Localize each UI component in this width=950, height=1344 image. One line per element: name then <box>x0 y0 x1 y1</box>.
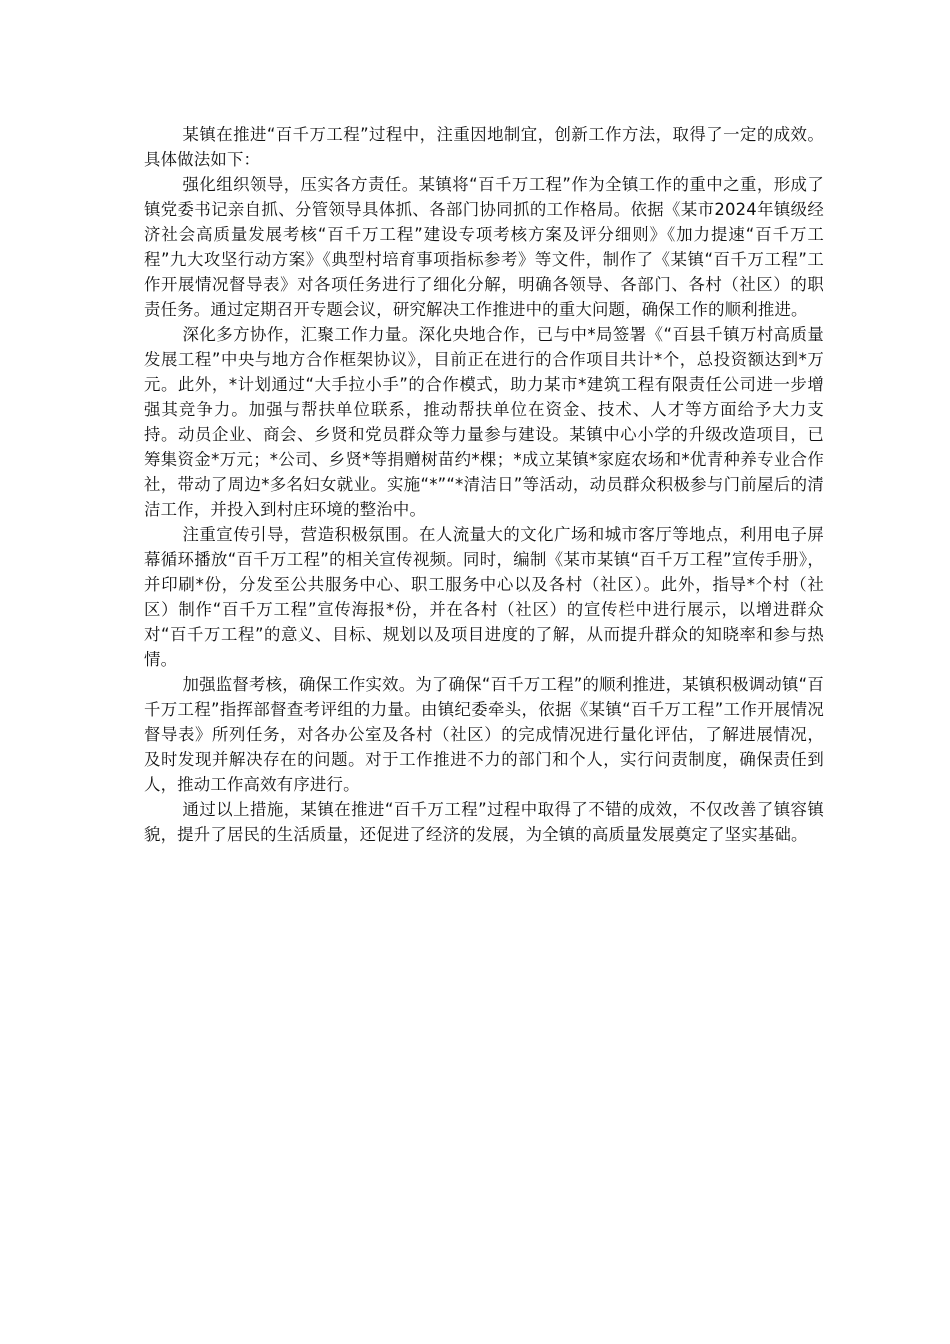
paragraph-publicity-guidance: 注重宣传引导，营造积极氛围。在人流量大的文化广场和城市客厅等地点，利用电子屏幕循环播放“百千万工程”的相关宣传视频。同时，编制《某市某镇“百千万工程”宣传手册》，并印刷*份，分发至公共服务中心、职工服务中心以及各村（社区）。此外，指导*个村（社区）制作“百千万工程”宣传海报*份，并在各村（社区）的宣传栏中进行展示，以增进群众对“百千万工程”的意义、目标、规划以及项目进度的了解，从而提升群众的知晓率和参与热情。 <box>144 525 824 669</box>
intro-paragraph: 某镇在推进“百千万工程”过程中，注重因地制宜，创新工作方法，取得了一定的成效。具体做法如下： <box>144 125 824 169</box>
paragraph-supervision-assessment: 加强监督考核，确保工作实效。为了确保“百千万工程”的顺利推进，某镇积极调动镇“百千万工程”指挥部督查考评组的力量。由镇纪委牵头，依据《某镇“百千万工程”工作开展情况督导表》所列任务，对各办公室及各村（社区）的完成情况进行量化评估，了解进展情况，及时发现并解决存在的问题。对于工作推进不力的部门和个人，实行问责制度，确保责任到人，推动工作高效有序进行。 <box>144 675 824 794</box>
conclusion-paragraph: 通过以上措施，某镇在推进“百千万工程”过程中取得了不错的成效，不仅改善了镇容镇貌，提升了居民的生活质量，还促进了经济的发展，为全镇的高质量发展奠定了坚实基础。 <box>144 800 824 844</box>
document-body <box>144 122 824 847</box>
paragraph-organization-leadership: 强化组织领导，压实各方责任。某镇将“百千万工程”作为全镇工作的重中之重，形成了镇党委书记亲自抓、分管领导具体抓、各部门协同抓的工作格局。依据《某市2024年镇级经济社会高质量发展考核“百千万工程”建设专项考核方案及评分细则》《加力提速“百千万工程”九大攻坚行动方案》《典型村培育事项指标参考》等文件，制作了《某镇“百千万工程”工作开展情况督导表》对各项任务进行了细化分解，明确各领导、各部门、各村（社区）的职责任务。通过定期召开专题会议，研究解决工作推进中的重大问题，确保工作的顺利推进。 <box>144 175 824 319</box>
paragraph-multi-party-cooperation: 深化多方协作，汇聚工作力量。深化央地合作，已与中*局签署《“百县千镇万村高质量发展工程”中央与地方合作框架协议》，目前正在进行的合作项目共计*个，总投资额达到*万元。此外，*计划通过“大手拉小手”的合作模式，助力某市*建筑工程有限责任公司进一步增强其竞争力。加强与帮扶单位联系，推动帮扶单位在资金、技术、人才等方面给予大力支持。动员企业、商会、乡贤和党员群众等力量参与建设。某镇中心小学的升级改造项目，已筹集资金*万元；*公司、乡贤*等捐赠树苗约*棵；*成立某镇*家庭农场和*优青种养专业合作社，带动了周边*多名妇女就业。实施“*”“*清洁日”等活动，动员群众积极参与门前屋后的清洁工作，并投入到村庄环境的整治中。 <box>144 325 824 519</box>
